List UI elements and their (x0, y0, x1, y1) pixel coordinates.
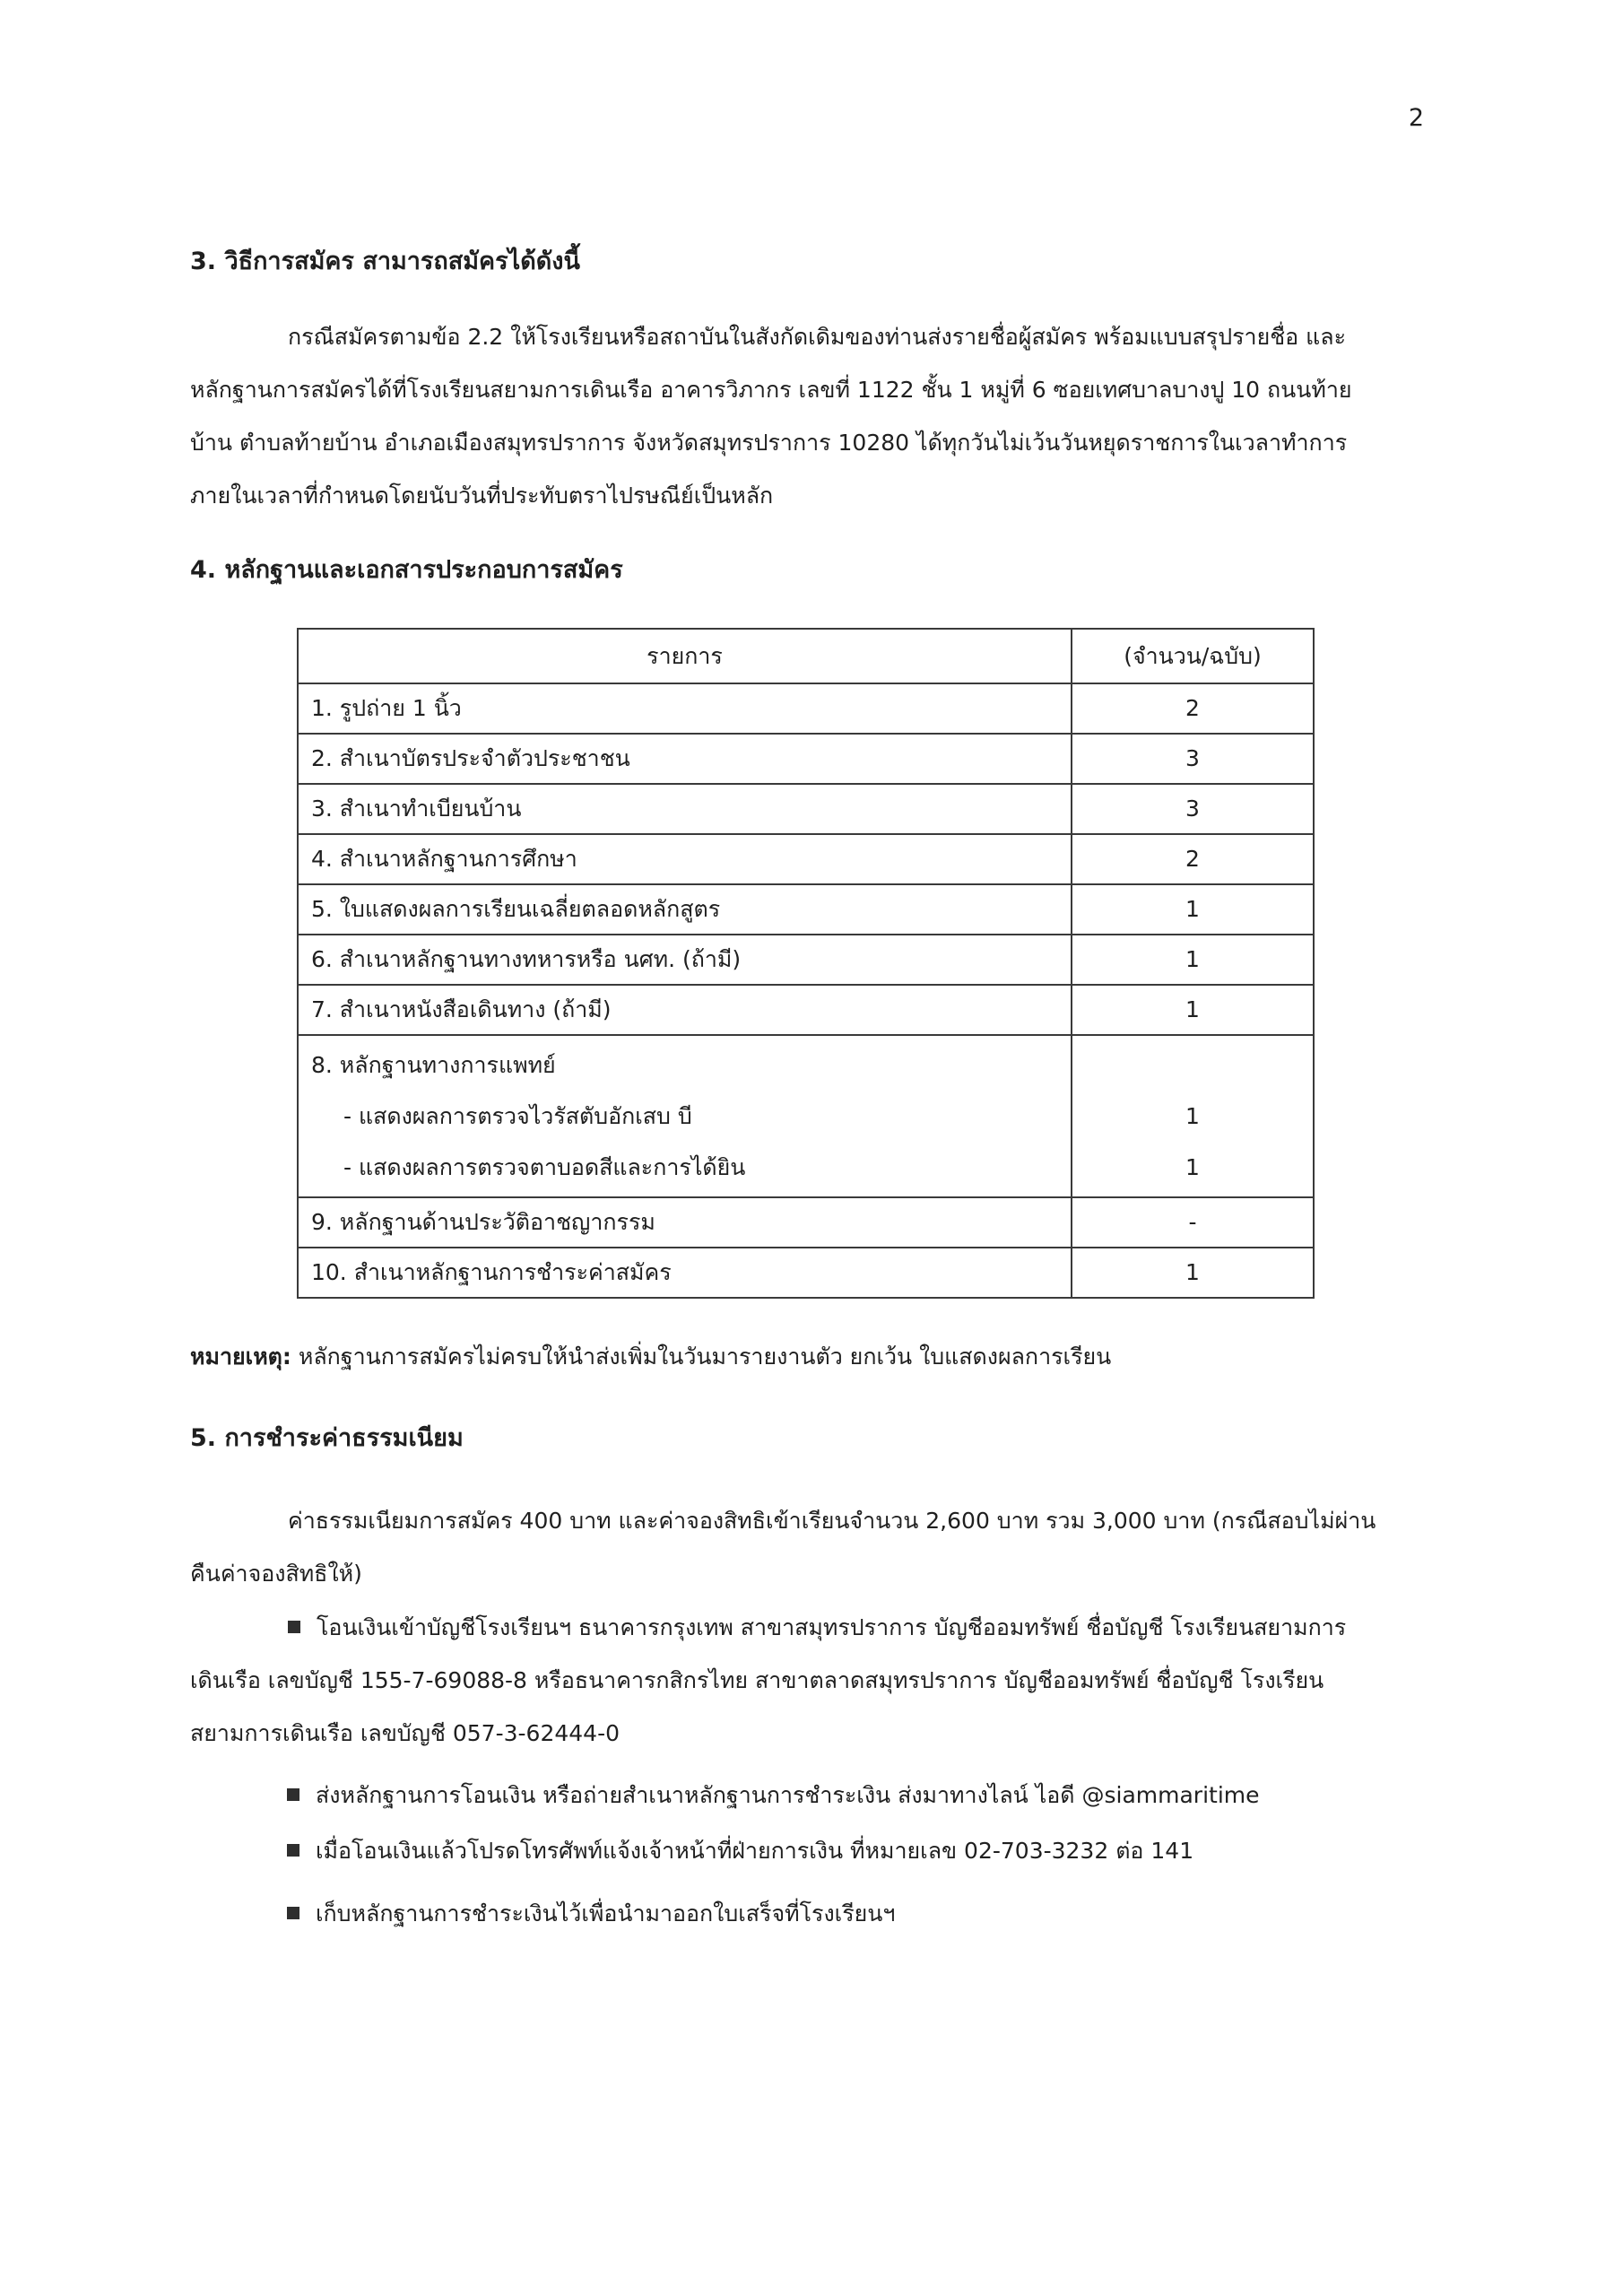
bank-line: สยามการเดินเรือ เลขบัญชี 057-3-62444-0 (190, 1720, 620, 1746)
note (190, 1340, 1111, 1374)
item-cell (298, 1035, 1072, 1197)
section-4-heading: 4. หลักฐานและเอกสารประกอบการสมัคร (190, 556, 623, 584)
medical-sub-item: - แสดงผลการตรวจไวรัสตับอักเสบ บี (343, 1103, 692, 1129)
item-cell: 3. สำเนาทำเบียนบ้าน (298, 784, 1072, 834)
qty-cell: 1 (1072, 985, 1314, 1035)
note-label: หมายเหตุ: (190, 1344, 291, 1370)
section-5-heading: 5. การชำระค่าธรรมเนียม (190, 1424, 464, 1452)
table-row (298, 784, 1314, 834)
qty-cell: - (1072, 1197, 1314, 1248)
section-3-line: ภายในเวลาที่กำหนดโดยนับวันที่ประทับตราไปรษณีย์เป็นหลัก (190, 483, 774, 509)
item-cell: 10. สำเนาหลักฐานการชำระค่าสมัคร (298, 1248, 1072, 1298)
bullet-square-icon (287, 1907, 299, 1919)
bullet-square-icon (287, 1788, 299, 1801)
medical-sub-qty: 1 (1185, 1154, 1200, 1180)
qty-cell: 1 (1072, 1248, 1314, 1298)
qty-cell: 1 (1072, 935, 1314, 985)
section-3-line: บ้าน ตำบลท้ายบ้าน อำเภอเมืองสมุทรปราการ จังหวัดสมุทรปราการ 10280 ได้ทุกวันไม่เว้นวันหยุดราชการในเวลาทำการ (190, 430, 1348, 456)
bullet-item: เมื่อโอนเงินแล้วโปรดโทรศัพท์แจ้งเจ้าหน้าที่ฝ่ายการเงิน ที่หมายเลข 02-703-3232 ต่อ 141 (287, 1834, 1193, 1868)
bank-paragraph (190, 1601, 1422, 1760)
fee-line: ค่าธรรมเนียมการสมัคร 400 บาท และค่าจองสิทธิเข้าเรียนจำนวน 2,600 บาท รวม 3,000 บาท (กรณีสอบไม่ผ่าน (288, 1508, 1376, 1534)
qty-cell: 3 (1072, 734, 1314, 784)
item-cell: 9. หลักฐานด้านประวัติอาชญากรรม (298, 1197, 1072, 1248)
bullet-item: เก็บหลักฐานการชำระเงินไว้เพื่อนำมาออกใบเสร็จที่โรงเรียนฯ (287, 1897, 895, 1931)
medical-sub-qty: 1 (1185, 1103, 1200, 1129)
documents-table (297, 628, 1315, 1299)
qty-cell: 3 (1072, 784, 1314, 834)
medical-heading: 8. หลักฐานทางการแพทย์ (311, 1052, 556, 1078)
table-row (298, 1248, 1314, 1298)
item-cell: 6. สำเนาหลักฐานทางทหารหรือ นศท. (ถ้ามี) (298, 935, 1072, 985)
note-text: หลักฐานการสมัครไม่ครบให้นำส่งเพิ่มในวันมารายงานตัว ยกเว้น ใบแสดงผลการเรียน (291, 1344, 1112, 1370)
item-cell: 4. สำเนาหลักฐานการศึกษา (298, 834, 1072, 884)
fee-paragraph (190, 1494, 1422, 1600)
fee-line: คืนค่าจองสิทธิให้) (190, 1561, 362, 1587)
column-header-qty: (จำนวน/ฉบับ) (1072, 629, 1314, 683)
medical-sub-item: - แสดงผลการตรวจตาบอดสีและการได้ยิน (343, 1154, 746, 1180)
bullet-item: ส่งหลักฐานการโอนเงิน หรือถ่ายสำเนาหลักฐานการชำระเงิน ส่งมาทางไลน์ ไอดี @siammaritime (287, 1779, 1260, 1813)
item-cell: 5. ใบแสดงผลการเรียนเฉลี่ยตลอดหลักสูตร (298, 884, 1072, 935)
table-row (298, 985, 1314, 1035)
column-header-item: รายการ (298, 629, 1072, 683)
section-3-line: หลักฐานการสมัครได้ที่โรงเรียนสยามการเดินเรือ อาคารวิภากร เลขที่ 1122 ชั้น 1 หมู่ที่ 6 ซอยเทศบาลบางปู 10 ถนนท้าย (190, 377, 1352, 403)
table-row (298, 734, 1314, 784)
qty-cell: 2 (1072, 834, 1314, 884)
item-cell: 1. รูปถ่าย 1 นิ้ว (298, 683, 1072, 734)
table-row (298, 884, 1314, 935)
section-3-line: กรณีสมัครตามข้อ 2.2 ให้โรงเรียนหรือสถาบันในสังกัดเดิมของท่านส่งรายชื่อผู้สมัคร พร้อมแบบสรุปรายชื่อ และ (288, 324, 1347, 350)
bank-line: เดินเรือ เลขบัญชี 155-7-69088-8 หรือธนาคารกสิกรไทย สาขาตลาดสมุทรปราการ บัญชีออมทรัพย์ ชื่อบัญชี โรงเรียน (190, 1667, 1324, 1693)
table-row (298, 1197, 1314, 1248)
table-row (298, 935, 1314, 985)
section-3-heading: 3. วิธีการสมัคร สามารถสมัครได้ดังนี้ (190, 248, 580, 275)
section-3-body (190, 310, 1422, 522)
item-cell: 2. สำเนาบัตรประจำตัวประชาชน (298, 734, 1072, 784)
table-row-medical (298, 1035, 1314, 1197)
table-header-row (298, 629, 1314, 683)
bullet-square-icon (288, 1621, 300, 1633)
page-number: 2 (1408, 104, 1424, 132)
table-row (298, 683, 1314, 734)
qty-cell: 1 (1072, 884, 1314, 935)
bullet-square-icon (287, 1844, 299, 1857)
bank-line: โอนเงินเข้าบัญชีโรงเรียนฯ ธนาคารกรุงเทพ สาขาสมุทรปราการ บัญชีออมทรัพย์ ชื่อบัญชี โรงเรียนสยามการ (190, 1601, 1422, 1654)
table-row (298, 834, 1314, 884)
item-cell: 7. สำเนาหนังสือเดินทาง (ถ้ามี) (298, 985, 1072, 1035)
qty-cell (1072, 1035, 1314, 1197)
qty-cell: 2 (1072, 683, 1314, 734)
